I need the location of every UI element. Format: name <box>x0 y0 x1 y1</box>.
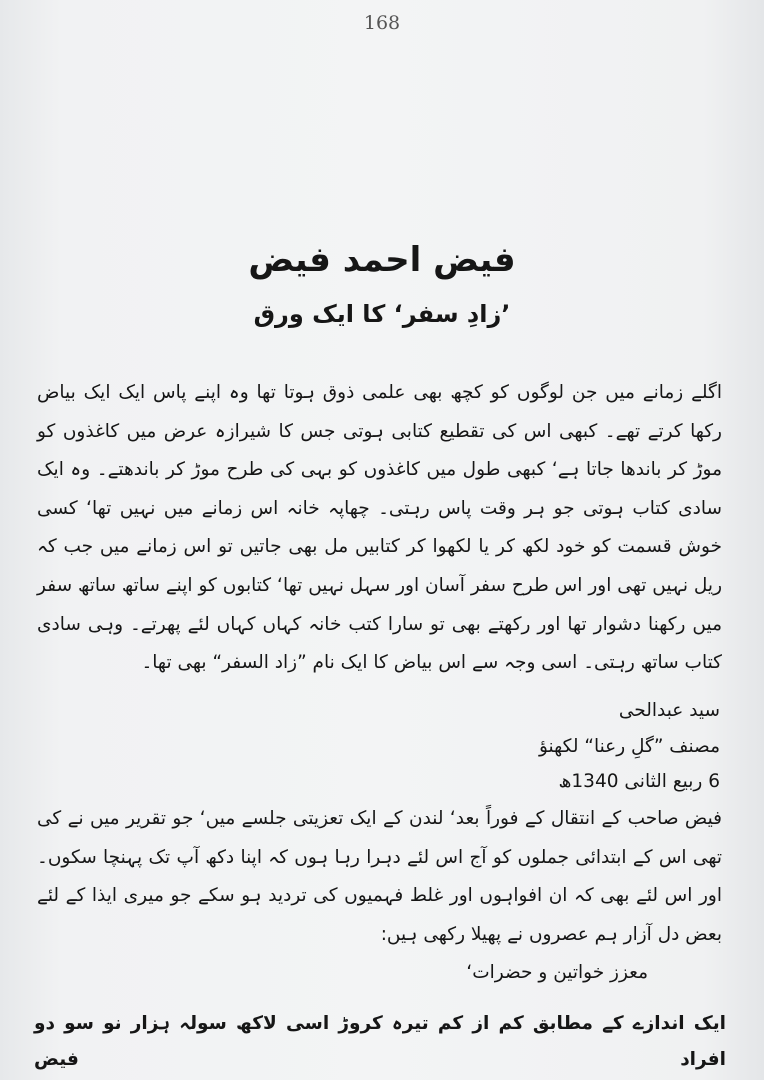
salutation: معزز خواتین و حضرات‘ <box>466 962 648 983</box>
paragraph-intro: اگلے زمانے میں جن لوگوں کو کچھ بھی علمی ذوق ہوتا تھا وہ اپنے پاس ایک ایک بیاض رکھا کرتے تھے۔ کبھی اس کی تقطیع کتابی ہوتی جس کا شیرازہ عرض میں کاغذوں کو موڑ کر باندھا جاتا ہے‘ کبھی طول میں کاغذوں کو بہی کی طرح موڑ کر باندھتے۔ وہ ایک سادی کتاب ہوتی جو ہر وقت پاس رہتی۔ چھاپہ خانہ اس زمانے میں نہیں تھا‘ کسی خوش قسمت کو خود لکھ کر یا لکھوا کر کتابیں مل بھی جاتیں تو اس زمانے میں جب کہ ریل نہیں تھی اور اس طرح سفر آسان اور سہل نہیں تھا‘ کتابوں کو اپنے ساتھ ساتھ سفر میں رکھنا دشوار تھا اور رکھتے بھی تو سارا کتب خانہ کہاں کہاں لئے پھرتے۔ وہی سادی کتاب ساتھ رہتی۔ اسی وجہ سے اس بیاض کا ایک نام ”زاد السفر“ بھی تھا۔ <box>37 382 722 674</box>
paragraph-speech: فیض صاحب کے انتقال کے فوراً بعد‘ لندن کے ایک تعزیتی جلسے میں‘ جو تقریر میں نے کی تھی اس کے ابتدائی جملوں کو آج اس لئے دہرا رہا ہوں کہ اپنا دکھ آپ تک پہنچا سکوں۔ اور اس لئے بھی کہ ان افواہوں اور غلط فہمیوں کی تردید ہو سکے جو میری ایذا کے لئے بعض دل آزار ہم عصروں نے پھیلا رکھی ہیں: <box>37 808 722 945</box>
signature-date: 6 ربیع الثانی 1340ھ <box>558 771 720 792</box>
signature-name: سید عبدالحی <box>618 700 720 721</box>
page-number: 168 <box>363 12 401 34</box>
page-title: فیض احمد فیض <box>248 240 516 280</box>
page-subtitle: ’زادِ سفر‘ کا ایک ورق <box>253 300 511 328</box>
signature-work: مصنف ”گلِ رعنا“ لکھنؤ <box>538 736 720 757</box>
paragraph-last-line: ایک اندازے کے مطابق کم از کم تیرہ کروڑ اسی لاکھ سولہ ہزار نو سو دو افراد فیض <box>34 1013 726 1070</box>
